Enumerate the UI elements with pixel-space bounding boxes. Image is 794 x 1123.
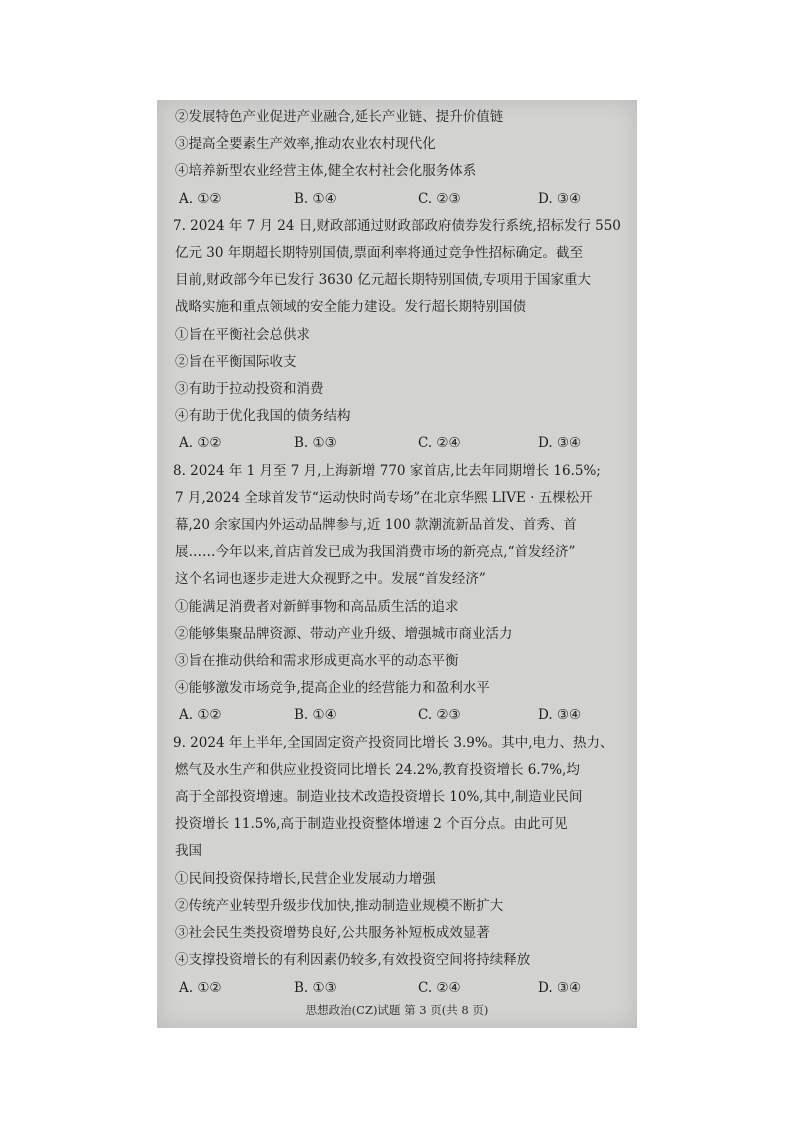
option-b: B. ①④: [294, 190, 337, 207]
option-c: C. ②④: [418, 979, 461, 996]
option-a: A. ①②: [179, 435, 222, 452]
q6-item-3: ③提高全要素生产效率,推动农业农村现代化: [175, 136, 436, 153]
option-b: B. ①③: [294, 979, 337, 996]
q9-item-2: ②传统产业转型升级步伐加快,推动制造业规模不断扩大: [175, 897, 504, 914]
q8-stem-line: 8. 2024 年 1 月至 7 月,上海新增 770 家首店,比去年同期增长 16.5%;: [173, 462, 601, 479]
q7-stem-line: 目前,财政部今年已发行 3630 亿元超长期特别国债,专项用于国家重大: [175, 272, 592, 289]
q6-items: [173, 104, 627, 186]
q7-stem-line: 战略实施和重点领域的安全能力建设。发行超长期特别国债: [175, 299, 526, 316]
q8-item-4: ④能够激发市场竞争,提高企业的经营能力和盈利水平: [175, 680, 490, 697]
q7-item-1: ①旨在平衡社会总供求: [175, 326, 310, 343]
option-c: C. ②③: [418, 190, 461, 207]
option-a: A. ①②: [179, 707, 222, 724]
page-content: [173, 104, 627, 1002]
q6-item-2: ②发展特色产业促进产业融合,延长产业链、提升价值链: [175, 109, 504, 125]
q9-stem-line: 我国: [175, 843, 202, 860]
q8-stem-line: 展……今年以来,首店首发已成为我国消费市场的新亮点,“首发经济”: [175, 544, 576, 561]
q6-options: [173, 186, 627, 213]
option-c: C. ②④: [418, 435, 461, 452]
option-d: D. ③④: [538, 707, 582, 724]
q9-item-3: ③社会民生类投资增势良好,公共服务补短板成效显著: [175, 925, 490, 942]
option-d: D. ③④: [538, 979, 582, 996]
question-7: [173, 213, 627, 458]
question-9: [173, 730, 627, 1002]
q8-item-2: ②能够集聚品牌资源、带动产业升级、增强城市商业活力: [175, 625, 513, 642]
q8-item-3: ③旨在推动供给和需求形成更高水平的动态平衡: [175, 653, 459, 670]
option-d: D. ③④: [538, 190, 582, 207]
q7-item-2: ②旨在平衡国际收支: [175, 353, 297, 370]
q8-options: [173, 702, 627, 729]
option-b: B. ①③: [294, 435, 337, 452]
exam-page: [157, 100, 637, 1028]
q6-item-4: ④培养新型农业经营主体,健全农村社会化服务体系: [175, 163, 477, 180]
q9-options: [173, 975, 627, 1002]
q8-stem-line: 这个名词也逐步走进大众视野之中。发展“首发经济”: [175, 571, 486, 588]
question-8: [173, 458, 627, 730]
q8-stem-line: 7 月,2024 全球首发节“运动快时尚专场”在北京华熙 LIVE · 五棵松开: [175, 489, 593, 506]
q8-item-1: ①能满足消费者对新鲜事物和高品质生活的追求: [175, 598, 459, 615]
q9-stem-line: 9. 2024 年上半年,全国固定资产投资同比增长 3.9%。其中,电力、热力、: [173, 734, 614, 751]
q9-stem-line: 投资增长 11.5%,高于制造业投资整体增速 2 个百分点。由此可见: [175, 816, 568, 833]
option-a: A. ①②: [179, 979, 222, 996]
q9-stem-line: 燃气及水生产和供应业投资同比增长 24.2%,教育投资增长 6.7%,均: [175, 761, 580, 778]
option-c: C. ②③: [418, 707, 461, 724]
q7-options: [173, 430, 627, 457]
page-footer: 思想政治(CZ)试题 第 3 页(共 8 页): [305, 1003, 489, 1017]
q7-stem-line: 7. 2024 年 7 月 24 日,财政部通过财政部政府债券发行系统,招标发行 550: [173, 217, 621, 234]
option-a: A. ①②: [179, 190, 222, 207]
option-b: B. ①④: [294, 707, 337, 724]
q9-item-1: ①民间投资保持增长,民营企业发展动力增强: [175, 870, 436, 887]
q9-item-4: ④支撑投资增长的有利因素仍较多,有效投资空间将持续释放: [175, 952, 531, 969]
q7-item-4: ④有助于优化我国的债务结构: [175, 408, 351, 425]
q9-stem-line: 高于全部投资增速。制造业技术改造投资增长 10%,其中,制造业民间: [175, 789, 583, 806]
q7-item-3: ③有助于拉动投资和消费: [175, 381, 324, 398]
q7-stem-line: 亿元 30 年期超长期特别国债,票面利率将通过竞争性招标确定。截至: [175, 245, 584, 262]
q8-stem-line: 幕,20 余家国内外运动品牌参与,近 100 款潮流新品首发、首秀、首: [175, 517, 577, 534]
option-d: D. ③④: [538, 435, 582, 452]
